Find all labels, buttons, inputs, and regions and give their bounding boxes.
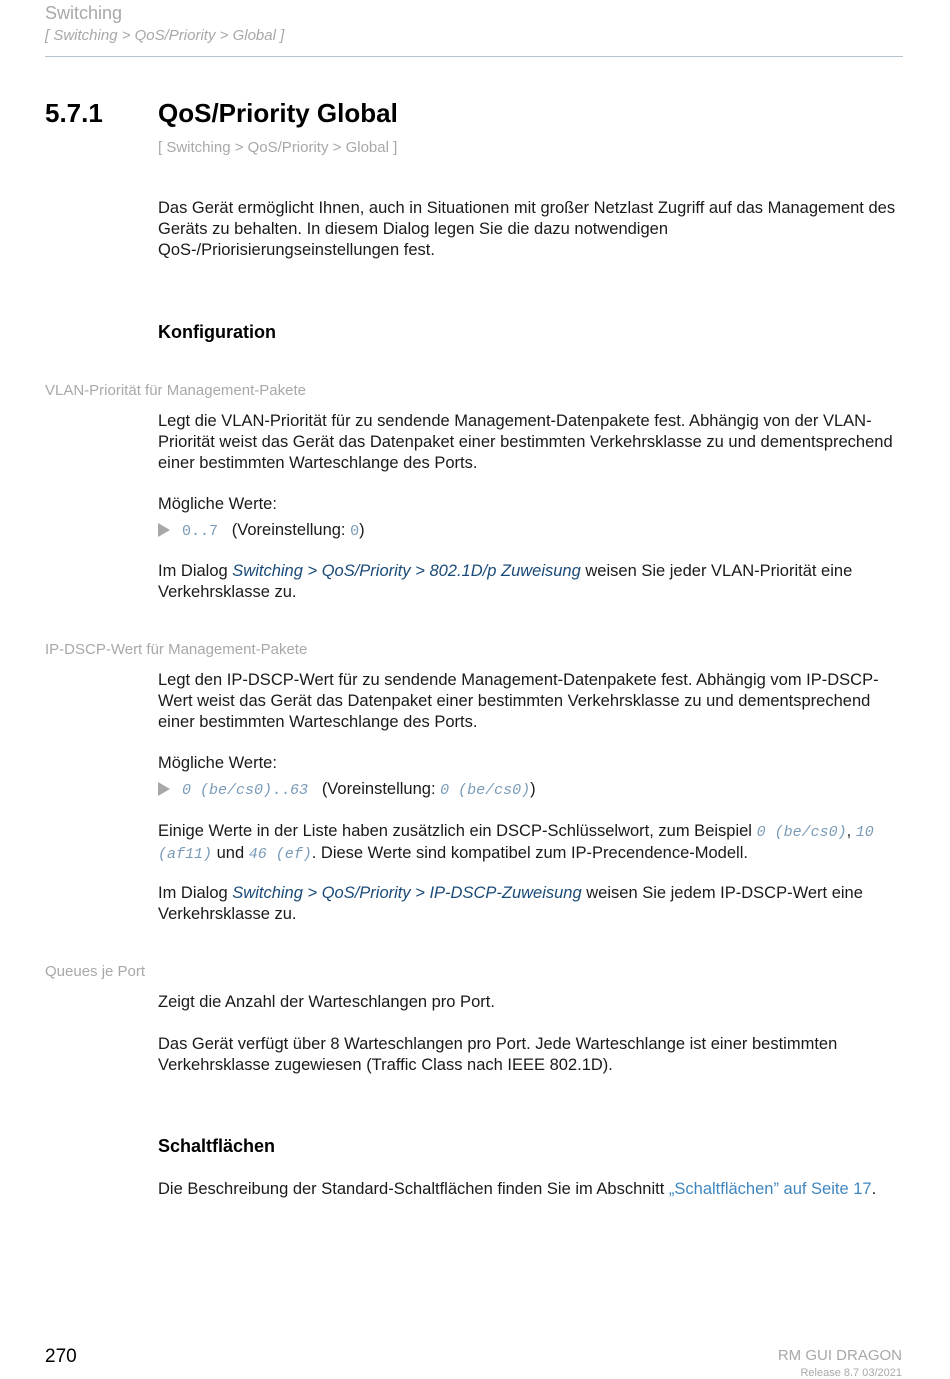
page-number: 270 <box>45 1346 77 1367</box>
footer-doc-title: RM GUI DRAGON <box>777 1347 902 1364</box>
section-title: QoS/Priority Global <box>158 98 398 128</box>
buttons-desc: Die Beschreibung der Standard-Schaltflächen finden Sie im Abschnitt „Schaltflächen” auf Seite 17. <box>158 1180 877 1198</box>
queues-detail: Das Gerät verfügt über 8 Warteschlangen pro Port. Jede Warteschlange ist einer bestimmten Verkehrsklasse zugewiesen (Traffic Class nach IEEE 802.1D). <box>158 1035 838 1074</box>
header-divider <box>45 56 903 57</box>
dscp-keyword-note: Einige Werte in der Liste haben zusätzlich ein DSCP-Schlüsselwort, zum Beispiel 0 (be/cs0), 10 (af11) und 46 (ef). Diese Werte sind kompatibel zum IP-Precendence-Modell. <box>158 822 874 863</box>
vlan-priority-label: VLAN-Priorität für Management-Pakete <box>45 382 306 399</box>
section-breadcrumb: [ Switching > QoS/Priority > Global ] <box>158 139 398 156</box>
dscp-desc: Legt den IP-DSCP-Wert für zu sendende Management-Datenpakete fest. Abhängig vom IP-DSCP-Wert weist das Gerät das Datenpaket einer bestimmten Verkehrsklasse zu und dementsprechend einer bestimmten Warteschlange des Ports. <box>158 671 879 731</box>
vlan-dialog-ref: Im Dialog Switching > QoS/Priority > 802.1D/p Zuweisung weisen Sie jeder VLAN-Priorität eine Verkehrsklasse zu. <box>158 562 853 601</box>
bullet-triangle-icon <box>158 523 170 537</box>
dscp-dialog-ref: Im Dialog Switching > QoS/Priority > IP-DSCP-Zuweisung weisen Sie jedem IP-DSCP-Wert eine Verkehrsklasse zu. <box>158 884 863 923</box>
vlan-values-list-item: 0..7 (Voreinstellung: 0) <box>158 520 908 542</box>
buttons-section-link[interactable]: „Schaltflächen” auf Seite 17 <box>668 1180 872 1198</box>
footer-release: Release 8.7 03/2021 <box>800 1367 902 1379</box>
buttons-heading: Schaltflächen <box>158 1136 276 1156</box>
dscp-values-list-item: 0 (be/cs0)..63 (Voreinstellung: 0 (be/cs0)) <box>158 779 908 801</box>
queues-label: Queues je Port <box>45 963 146 980</box>
vlan-range: 0..7 <box>182 523 219 540</box>
vlan-values-label: Mögliche Werte: <box>158 495 277 513</box>
section-number: 5.7.1 <box>45 98 103 128</box>
dscp-label: IP-DSCP-Wert für Management-Pakete <box>45 641 308 658</box>
section-intro: Das Gerät ermöglicht Ihnen, auch in Situationen mit großer Netzlast Zugriff auf das Management des Geräts zu behalten. In diesem Dialog legen Sie die dazu notwendigen QoS-/Priorisierungseinstellungen fest. <box>158 199 896 259</box>
bullet-triangle-icon <box>158 782 170 796</box>
running-header-title: Switching <box>45 3 123 23</box>
vlan-dialog-link[interactable]: Switching > QoS/Priority > 802.1D/p Zuweisung <box>232 562 581 580</box>
dscp-values-label: Mögliche Werte: <box>158 754 277 772</box>
running-header-breadcrumb: [ Switching > QoS/Priority > Global ] <box>45 27 285 44</box>
vlan-default: 0 <box>350 523 360 540</box>
config-heading: Konfiguration <box>158 322 276 342</box>
dscp-dialog-link[interactable]: Switching > QoS/Priority > IP-DSCP-Zuweisung <box>232 884 582 902</box>
vlan-priority-desc: Legt die VLAN-Priorität für zu sendende Management-Datenpakete fest. Abhängig von der VLAN-Priorität weist das Gerät das Datenpaket einer bestimmten Verkehrsklasse zu und dementsprechend einer bestimmten Warteschlange des Ports. <box>158 412 893 472</box>
queues-desc: Zeigt die Anzahl der Warteschlangen pro Port. <box>158 993 495 1011</box>
dscp-default: 0 (be/cs0) <box>440 782 531 799</box>
